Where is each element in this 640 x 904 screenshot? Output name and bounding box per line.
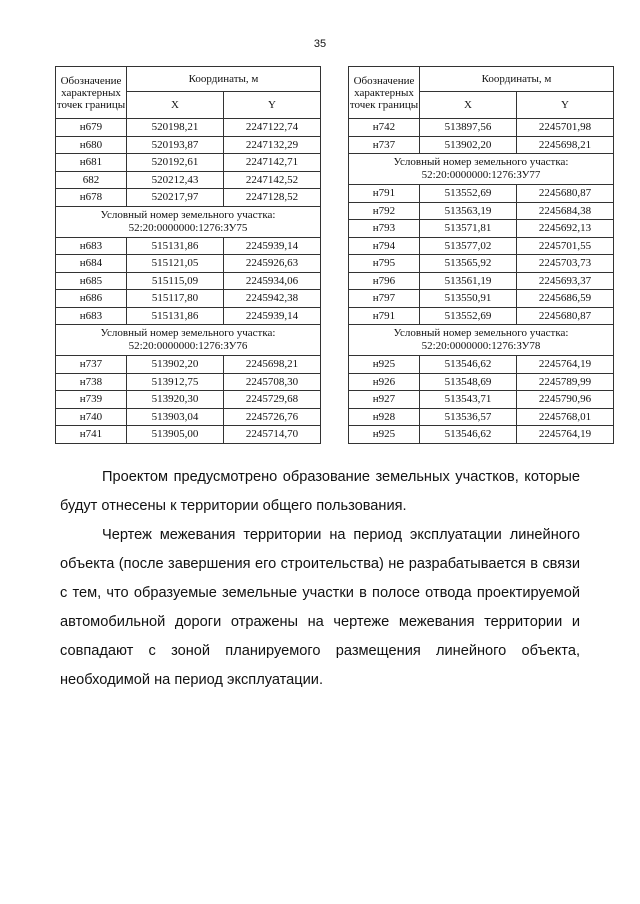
point-label: н794	[349, 237, 420, 255]
table-row	[56, 290, 321, 308]
table-row	[56, 136, 321, 154]
header-x: X	[420, 92, 517, 119]
x-coordinate: 513536,57	[420, 408, 517, 426]
x-coordinate: 513897,56	[420, 119, 517, 137]
y-coordinate: 2245764,19	[517, 356, 614, 374]
header-designation: Обозначение характерных точек границы	[349, 67, 420, 119]
x-coordinate: 513548,69	[420, 373, 517, 391]
parcel-row	[56, 325, 321, 356]
header-x: X	[127, 92, 224, 119]
header-y: Y	[224, 92, 321, 119]
y-coordinate: 2245684,38	[517, 202, 614, 220]
y-coordinate: 2245790,96	[517, 391, 614, 409]
header-coordinates: Координаты, м	[127, 67, 321, 92]
x-coordinate: 513546,62	[420, 356, 517, 374]
parcel-row	[56, 206, 321, 237]
x-coordinate: 513577,02	[420, 237, 517, 255]
x-coordinate: 513552,69	[420, 185, 517, 203]
point-label: н742	[349, 119, 420, 137]
x-coordinate: 515121,05	[127, 255, 224, 273]
y-coordinate: 2245942,38	[224, 290, 321, 308]
x-coordinate: 513902,20	[420, 136, 517, 154]
x-coordinate: 513561,19	[420, 272, 517, 290]
table-row	[349, 373, 614, 391]
parcel-number: Условный номер земельного участка: 52:20:0000000:1276:ЗУ78	[349, 325, 614, 356]
point-label: н740	[56, 408, 127, 426]
point-label: н738	[56, 373, 127, 391]
x-coordinate: 515131,86	[127, 307, 224, 325]
table-row	[56, 119, 321, 137]
parcel-number: Условный номер земельного участка: 52:20:0000000:1276:ЗУ77	[349, 154, 614, 185]
point-label: н795	[349, 255, 420, 273]
x-coordinate: 520192,61	[127, 154, 224, 172]
x-coordinate: 520217,97	[127, 189, 224, 207]
y-coordinate: 2247128,52	[224, 189, 321, 207]
y-coordinate: 2247142,52	[224, 171, 321, 189]
table-row	[349, 356, 614, 374]
y-coordinate: 2245768,01	[517, 408, 614, 426]
table-row	[349, 255, 614, 273]
y-coordinate: 2245934,06	[224, 272, 321, 290]
coordinates-table-left	[55, 66, 321, 444]
x-coordinate: 513902,20	[127, 356, 224, 374]
table-row	[56, 356, 321, 374]
point-label: н683	[56, 307, 127, 325]
y-coordinate: 2245692,13	[517, 220, 614, 238]
point-label: н926	[349, 373, 420, 391]
point-label: н791	[349, 185, 420, 203]
x-coordinate: 515117,80	[127, 290, 224, 308]
table-row	[349, 220, 614, 238]
paragraph: Проектом предусмотрено образование земельных участков, которые будут отнесены к территории общего пользования.	[60, 469, 580, 514]
point-label: н681	[56, 154, 127, 172]
point-label: н686	[56, 290, 127, 308]
parcel-row	[349, 325, 614, 356]
body-text	[60, 463, 580, 695]
x-coordinate: 520198,21	[127, 119, 224, 137]
point-label: н683	[56, 237, 127, 255]
x-coordinate: 513565,92	[420, 255, 517, 273]
table-row	[56, 426, 321, 444]
point-label: н684	[56, 255, 127, 273]
y-coordinate: 2247142,71	[224, 154, 321, 172]
point-label: н685	[56, 272, 127, 290]
point-label: н791	[349, 307, 420, 325]
x-coordinate: 513905,00	[127, 426, 224, 444]
x-coordinate: 515131,86	[127, 237, 224, 255]
point-label: н925	[349, 356, 420, 374]
header-y: Y	[517, 92, 614, 119]
table-row	[56, 307, 321, 325]
point-label: н928	[349, 408, 420, 426]
point-label: н741	[56, 426, 127, 444]
header-designation: Обозначение характерных точек границы	[56, 67, 127, 119]
x-coordinate: 513912,75	[127, 373, 224, 391]
y-coordinate: 2245764,19	[517, 426, 614, 444]
y-coordinate: 2245693,37	[517, 272, 614, 290]
table-row	[349, 185, 614, 203]
table-row	[349, 408, 614, 426]
y-coordinate: 2245698,21	[517, 136, 614, 154]
x-coordinate: 520193,87	[127, 136, 224, 154]
y-coordinate: 2245701,98	[517, 119, 614, 137]
table-row	[349, 307, 614, 325]
point-label: н793	[349, 220, 420, 238]
y-coordinate: 2247132,29	[224, 136, 321, 154]
table-row	[349, 202, 614, 220]
table-row	[349, 391, 614, 409]
page-number: 35	[313, 38, 327, 50]
table-row	[349, 119, 614, 137]
header-coordinates: Координаты, м	[420, 67, 614, 92]
coordinates-table-right	[348, 66, 614, 444]
point-label: н792	[349, 202, 420, 220]
y-coordinate: 2245939,14	[224, 237, 321, 255]
table-row	[349, 426, 614, 444]
table-row	[349, 290, 614, 308]
table-row	[349, 272, 614, 290]
point-label: н680	[56, 136, 127, 154]
point-label: н679	[56, 119, 127, 137]
table-row	[56, 391, 321, 409]
parcel-number: Условный номер земельного участка: 52:20:0000000:1276:ЗУ76	[56, 325, 321, 356]
x-coordinate: 515115,09	[127, 272, 224, 290]
point-label: н925	[349, 426, 420, 444]
table-row	[56, 408, 321, 426]
y-coordinate: 2245789,99	[517, 373, 614, 391]
y-coordinate: 2247122,74	[224, 119, 321, 137]
parcel-row	[349, 154, 614, 185]
y-coordinate: 2245729,68	[224, 391, 321, 409]
parcel-number: Условный номер земельного участка: 52:20:0000000:1276:ЗУ75	[56, 206, 321, 237]
table-row	[56, 189, 321, 207]
point-label: н678	[56, 189, 127, 207]
y-coordinate: 2245680,87	[517, 185, 614, 203]
x-coordinate: 513563,19	[420, 202, 517, 220]
x-coordinate: 513546,62	[420, 426, 517, 444]
point-label: н737	[349, 136, 420, 154]
y-coordinate: 2245714,70	[224, 426, 321, 444]
x-coordinate: 513571,81	[420, 220, 517, 238]
point-label: н796	[349, 272, 420, 290]
table-row	[349, 237, 614, 255]
x-coordinate: 513550,91	[420, 290, 517, 308]
y-coordinate: 2245680,87	[517, 307, 614, 325]
point-label: н797	[349, 290, 420, 308]
x-coordinate: 513903,04	[127, 408, 224, 426]
point-label: н737	[56, 356, 127, 374]
y-coordinate: 2245939,14	[224, 307, 321, 325]
point-label: 682	[56, 171, 127, 189]
table-row	[56, 154, 321, 172]
point-label: н739	[56, 391, 127, 409]
table-row	[56, 272, 321, 290]
x-coordinate: 513552,69	[420, 307, 517, 325]
y-coordinate: 2245703,73	[517, 255, 614, 273]
y-coordinate: 2245686,59	[517, 290, 614, 308]
x-coordinate: 520212,43	[127, 171, 224, 189]
y-coordinate: 2245708,30	[224, 373, 321, 391]
y-coordinate: 2245926,63	[224, 255, 321, 273]
y-coordinate: 2245701,55	[517, 237, 614, 255]
paragraph: Чертеж межевания территории на период эксплуатации линейного объекта (после завершения его строительства) не разрабатывается в связи с тем, что образуемые земельные участки в полосе отвода проектируемой автомобильной дороги отражены на чертеже межевания территории и совпадают с зоной планируемого размещения линейного объекта, необходимой на период эксплуатации.	[60, 527, 580, 688]
table-row	[56, 373, 321, 391]
table-row	[56, 237, 321, 255]
y-coordinate: 2245698,21	[224, 356, 321, 374]
x-coordinate: 513920,30	[127, 391, 224, 409]
table-row	[56, 171, 321, 189]
table-row	[349, 136, 614, 154]
point-label: н927	[349, 391, 420, 409]
table-row	[56, 255, 321, 273]
y-coordinate: 2245726,76	[224, 408, 321, 426]
x-coordinate: 513543,71	[420, 391, 517, 409]
